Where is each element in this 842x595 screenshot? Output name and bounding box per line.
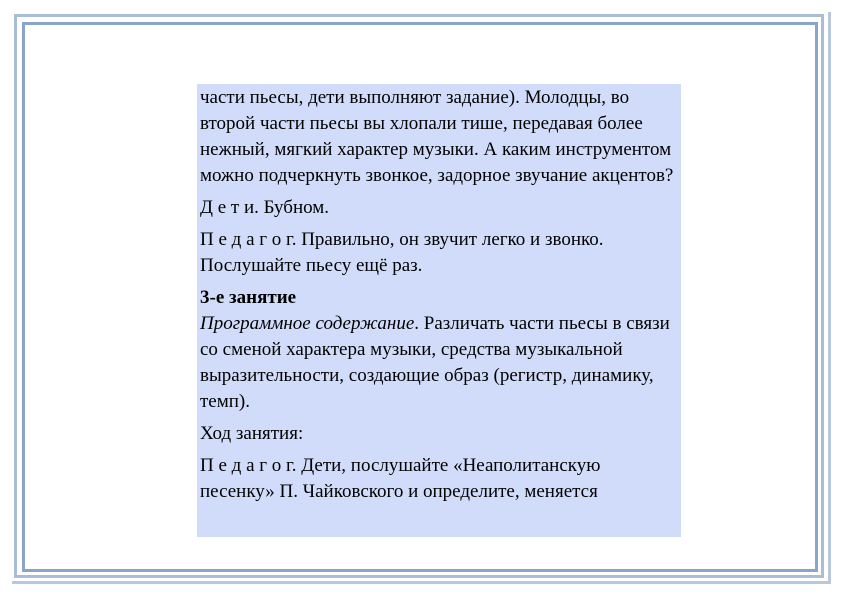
lesson-flow-text: Ход занятия:: [200, 423, 304, 444]
paragraph-1-text: части пьесы, дети выполняют задание). Молодцы, во второй части пьесы вы хлопали тише, передавая более нежный, мягкий характер музыки. А каким инструментом можно подчеркнуть звонкое, задорное звучание акцентов?: [200, 87, 674, 186]
speaker-teacher: П е д а г о г.: [200, 229, 297, 250]
program-label: Программное содержание: [200, 313, 415, 334]
text-block: [197, 84, 681, 537]
paragraph-1: [200, 85, 678, 189]
paragraph-lesson-flow: [200, 421, 678, 447]
frame-shadow-right: [828, 12, 831, 581]
paragraph-teacher-2: [200, 453, 678, 505]
frame-shadow-bottom: [12, 581, 831, 584]
speaker-children: Д е т и.: [200, 197, 259, 218]
paragraph-children-answer: [200, 195, 678, 221]
teacher-text-2: Дети, послушайте «Неаполитанскую песенку» П. Чайковского и определите, меняется: [200, 455, 601, 502]
section-heading: [200, 285, 678, 311]
paragraph-teacher-1: [200, 227, 678, 279]
lesson-heading: 3-е занятие: [200, 287, 297, 308]
teacher-text-1: Правильно, он звучит легко и звонко. Послушайте пьесу ещё раз.: [200, 229, 604, 276]
speaker-teacher-2: П е д а г о г.: [200, 455, 297, 476]
children-answer-text: Бубном.: [258, 197, 330, 218]
paragraph-program: [200, 311, 678, 415]
program-text: . Различать части пьесы в связи со сменой характера музыки, средства музыкальной выразительности, создающие образ (регистр, динамику, темп).: [200, 313, 670, 412]
